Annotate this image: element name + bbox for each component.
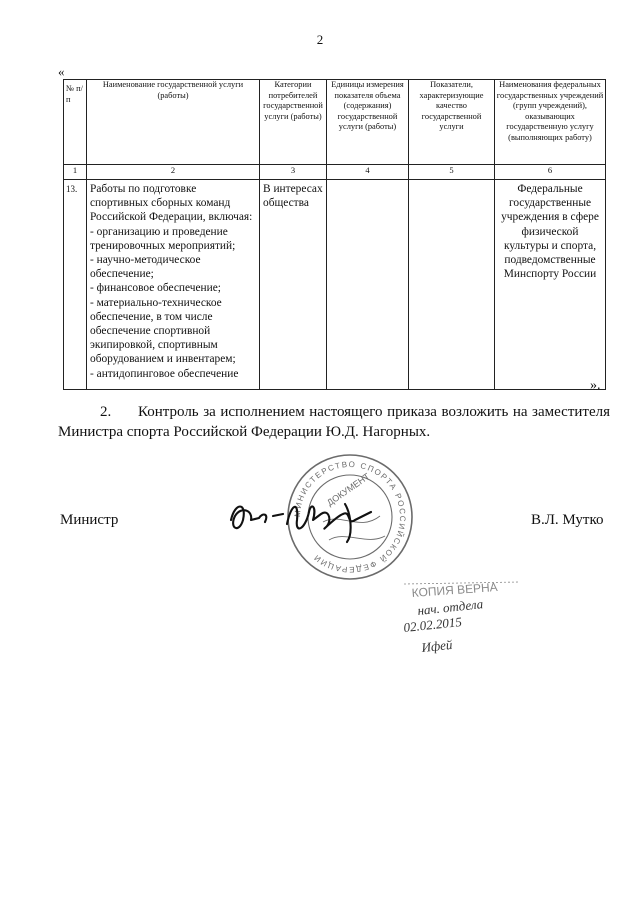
copy-stamp-line: Ифей [420,636,454,655]
closing-quote-mark: ». [590,378,601,393]
copy-stamp-line: нач. отдела [416,596,484,618]
work-item: - научно-методическое обеспечение; [90,254,201,281]
paragraph-number: 2. [100,404,112,420]
column-index: 1 [64,165,87,180]
column-index: 5 [409,165,495,180]
header-agencies: Наименования федеральных государственных учреждений (групп учреждений), оказывающих государственную услугу (выполняющих работу) [495,80,606,165]
column-index: 4 [327,165,409,180]
column-index: 3 [260,165,327,180]
handwritten-signature [225,490,385,545]
copy-stamp-title: КОПИЯ ВЕРНА [411,580,499,600]
column-index: 2 [87,165,260,180]
signatory-title: Министр [60,512,119,528]
column-index-row [64,165,606,180]
work-item: - финансовое обеспечение; [90,282,221,295]
opening-quote-mark: « [58,64,65,79]
work-description [87,180,260,390]
signature-graphic [225,490,385,545]
paragraph-2 [58,402,610,442]
copy-verified-stamp [360,580,530,660]
seal-ring-text: МИНИСТЕРСТВО СПОРТА РОССИЙСКОЙ ФЕДЕРАЦИИ [292,459,408,575]
work-item: - материально-техническое обеспечение, в том числе обеспечение спортивной экипировкой, спортивным оборудованием и инвентарем; [90,296,236,366]
header-service-name: Наименование государственной услуги (работы) [87,80,260,165]
column-index: 6 [495,165,606,180]
work-item: - антидопинговое обеспечение [90,367,239,380]
header-number: № п/п [64,80,87,165]
page-number: 2 [316,32,324,47]
copy-stamp-graphic [360,580,530,660]
copy-stamp-line: 02.02.2015 [402,613,463,635]
header-quality-indicators: Показатели, характеризующие качество государственной услуги [409,80,495,165]
header-consumer-categories: Категории потребителей государственной услуги (работы) [260,80,327,165]
signatory-name: В.Л. Мутко [531,512,604,528]
quality-cell [409,180,495,390]
seal-center-text: ДОКУМЕНТ [325,471,372,508]
table-row [64,180,606,390]
work-item: - организацию и проведение тренировочных мероприятий; [90,225,236,252]
header-volume-units: Единицы измерения показателя объема (содержания) государственной услуги (работы) [327,80,409,165]
paragraph-text: Контроль за исполнением настоящего приказа возложить на заместителя Министра спорта Российской Федерации Ю.Д. Нагорных. [58,404,610,440]
services-table [63,79,606,390]
agencies-cell: Федеральные государственные учреждения в сфере физической культуры и спорта, подведомственные Минспорту России [495,180,606,390]
volume-units-cell [327,180,409,390]
work-item: Работы по подготовке спортивных сборных команд Российской Федерации, включая: [90,183,253,224]
row-number: 13. [64,180,87,390]
consumer-category: В интересах общества [260,180,327,390]
table-header-row [64,80,606,165]
